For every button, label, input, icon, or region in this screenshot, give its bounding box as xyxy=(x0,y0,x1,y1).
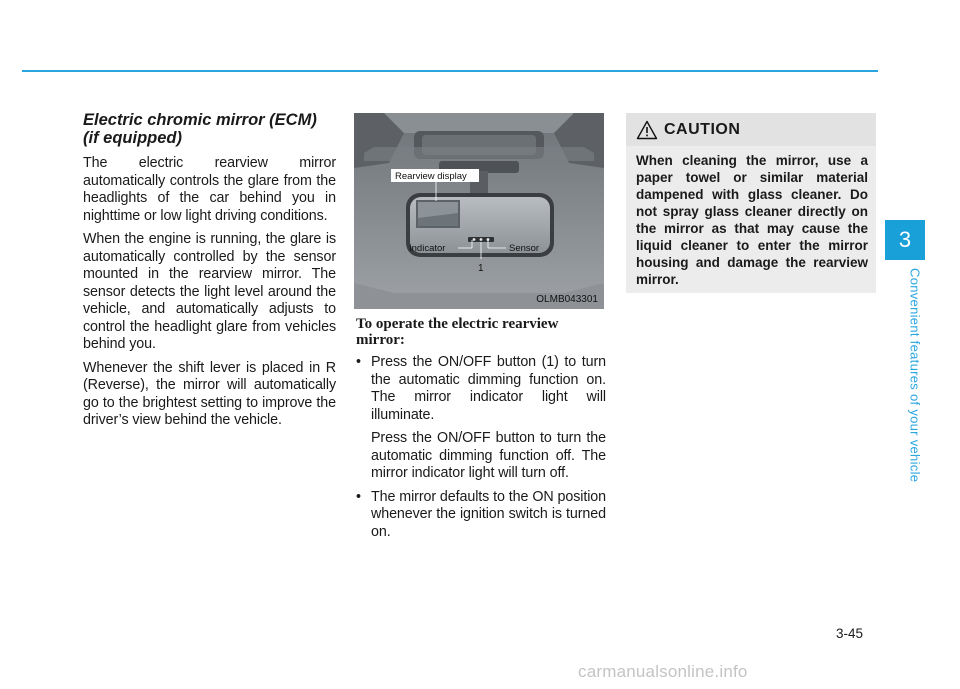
chapter-label: Convenient features of your vehicle xyxy=(907,268,923,483)
chapter-tab xyxy=(885,220,925,260)
section-title xyxy=(83,111,336,147)
chapter-label-rail xyxy=(905,268,925,493)
watermark: carmanualsonline.info xyxy=(578,662,748,681)
caution-text: When cleaning the mirror, use a paper towel or similar material dampened with glass cleaner. Do not spray glass cleaner directly on the mirror as that may cause the liquid cleaner to enter the mirror housing and damage the rearview mirror. xyxy=(636,153,868,287)
page-number: 3-45 xyxy=(836,626,864,641)
header-rule xyxy=(22,70,878,72)
label-rearview-display: Rearview display xyxy=(395,171,467,182)
bullet-mark: • xyxy=(356,488,361,505)
label-sensor: Sensor xyxy=(509,243,540,254)
chapter-number: 3 xyxy=(898,227,912,252)
paragraph-1: The electric rearview mirror automatically controls the glare from the headlights of the car behind you in nighttime or low light driving conditions. xyxy=(83,155,336,224)
left-column xyxy=(83,111,336,436)
caution-header xyxy=(626,113,876,146)
caution-title: CAUTION xyxy=(664,120,741,138)
paragraph-2: When the engine is running, the glare is automatically controlled by the sensor mounted in the rearview mirror. The sensor detects the light level around the vehicle, and automatically adjusts to control the headlight glare from vehicles behind you. xyxy=(83,231,336,352)
bullet-item xyxy=(356,489,606,542)
bullet-subparagraph: Press the ON/OFF button to turn the automatic dimming function off. The mirror indicator light will turn off. xyxy=(371,430,606,481)
bullet-text-1: Press the ON/OFF button (1) to turn the automatic dimming function on. The mirror indicator light will illuminate. xyxy=(371,354,606,423)
section-title-line1: Electric chromic mirror (ECM) xyxy=(83,111,317,129)
figure-code: OLMB043301 xyxy=(536,294,598,305)
bullet-text-2: The mirror defaults to the ON position whenever the ignition switch is turned on. xyxy=(371,488,606,540)
middle-column xyxy=(356,316,606,547)
label-indicator: Indicator xyxy=(409,243,446,254)
bullet-mark: • xyxy=(356,354,361,370)
section-title-line2: (if equipped) xyxy=(83,129,182,147)
mirror-drawing xyxy=(354,113,604,309)
paragraph-3: Whenever the shift lever is placed in R (Reverse), the mirror will automatically go to the brightest setting to improve the driver’s view behind the vehicle. xyxy=(83,359,336,428)
bullet-item xyxy=(356,354,606,424)
operate-heading: To operate the electric rearview mirror: xyxy=(356,316,559,348)
warning-triangle-icon xyxy=(636,120,658,140)
label-button-number: 1 xyxy=(478,263,484,274)
mirror-illustration xyxy=(354,113,604,309)
